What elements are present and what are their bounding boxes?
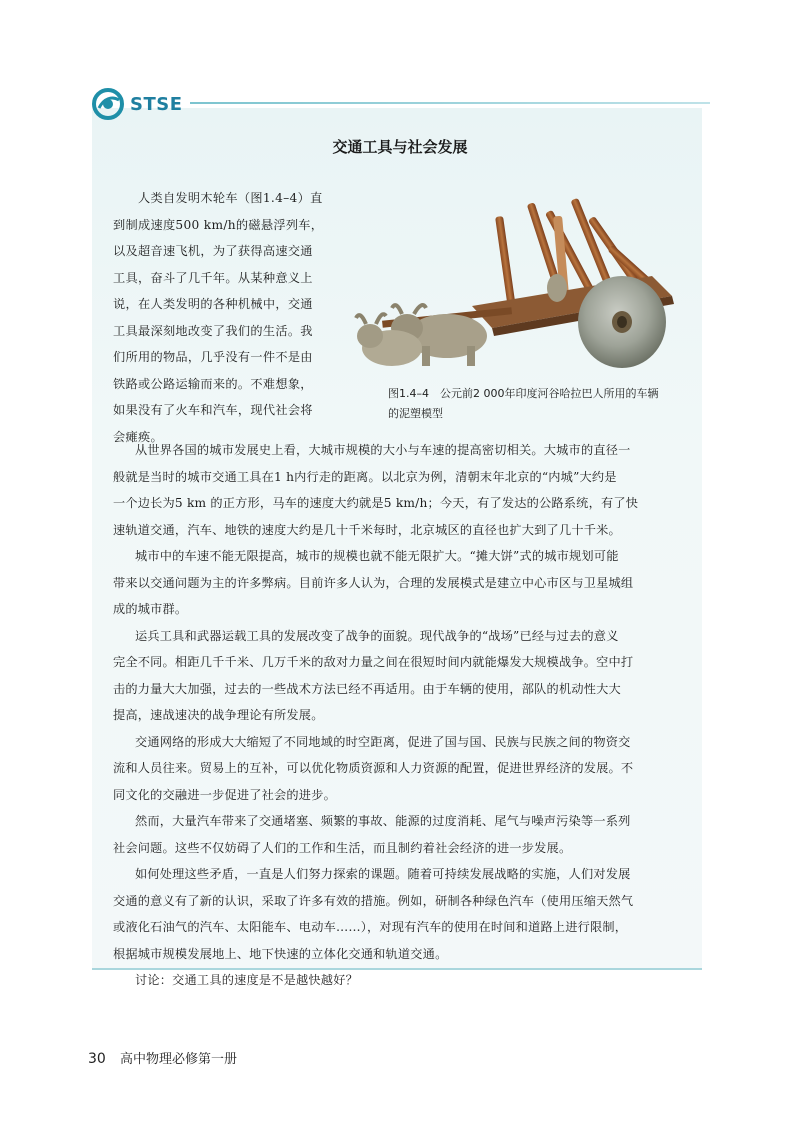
intro-line: 会瘫痪。 <box>113 429 163 444</box>
body-line: 击的力量大大加强，过去的一些战术方法已经不再适用。由于车辆的使用，部队的机动性大大 <box>113 681 621 696</box>
page-number: 30 <box>88 1051 106 1067</box>
intro-line: 工具，奋斗了几千年。从某种意义上 <box>113 270 313 285</box>
body-line: 社会问题。这些不仅妨碍了人们的工作和生活，而且制约着社会经济的进一步发展。 <box>113 840 572 855</box>
body-line: 般就是当时的城市交通工具在1 h内行走的距离。以北京为例，清朝末年北京的“内城”大约是 <box>113 469 617 484</box>
body-line: 完全不同。相距几千千米、几万千米的敌对力量之间在很短时间内就能爆发大规模战争。空中打 <box>113 655 634 669</box>
intro-line: 到制成速度500 km/h的磁悬浮列车， <box>113 217 324 232</box>
intro-line: 人类自发明木轮车（图1.4–4）直 <box>113 191 323 205</box>
body-line: 然而，大量汽车带来了交通堵塞、频繁的事故、能源的过度消耗、尾气与噪声污染等一系列 <box>135 814 631 828</box>
figure-caption <box>388 384 698 424</box>
body-line: 成的城市群。 <box>113 602 188 616</box>
body-line: 提高，速战速决的战争理论有所发展。 <box>113 708 324 722</box>
section-header <box>92 88 708 124</box>
body-line: 流和人员往来。贸易上的互补，可以优化物质资源和人力资源的配置，促进世界经济的发展。不 <box>113 761 634 775</box>
body-line: 如何处理这些矛盾，一直是人们努力探索的课题。随着可持续发展战略的实施，人们对发展 <box>135 867 631 881</box>
body-line: 交通网络的形成大大缩短了不同地域的时空距离，促进了国与国、民族与民族之间的物资交 <box>135 734 631 749</box>
intro-line: 铁路或公路运输而来的。不难想象， <box>113 376 313 391</box>
body-line: 讨论：交通工具的速度是不是越快越好？ <box>135 973 358 987</box>
body-line: 运兵工具和武器运载工具的发展改变了战争的面貌。现代战争的“战场”已经与过去的意义 <box>135 628 619 643</box>
body-line: 从世界各国的城市发展史上看，大城市规模的大小与车速的提高密切相关。大城市的直径一 <box>135 443 631 457</box>
intro-line: 说，在人类发明的各种机械中，交通 <box>113 297 313 311</box>
body-line: 根据城市规模发展地上、地下快速的立体化交通和轨道交通。 <box>113 946 448 961</box>
stse-label: STSE <box>130 94 183 115</box>
body-line: 城市中的车速不能无限提高，城市的规模也就不能无限扩大。“摊大饼”式的城市规划可能 <box>135 549 619 563</box>
body-line: 速轨道交通，汽车、地铁的速度大约是几十千米每时，北京城区的直径也扩大到了几十千米。 <box>113 522 621 537</box>
article-body <box>113 437 699 994</box>
body-line: 或液化石油气的汽车、太阳能车、电动车……），对现有汽车的使用在时间和道路上进行限制， <box>113 920 628 934</box>
intro-line: 如果没有了火车和汽车，现代社会将 <box>113 403 313 417</box>
body-line: 同文化的交融进一步促进了社会的进步。 <box>113 787 336 802</box>
header-rule <box>190 102 710 104</box>
intro-paragraph <box>113 185 345 450</box>
page-footer <box>88 1048 237 1067</box>
book-title: 高中物理必修第一册 <box>119 1052 237 1067</box>
body-line: 带来以交通问题为主的许多弊病。目前许多人认为，合理的发展模式是建立中心市区与卫星城组 <box>113 575 634 590</box>
body-line: 交通的意义有了新的认识，采取了许多有效的措施。例如，研制各种绿色汽车（使用压缩天然气 <box>113 893 634 908</box>
body-line: 一个边长为5 km 的正方形，马车的速度大约就是5 km/h；今天，有了发达的公路系统，有了快 <box>113 496 639 510</box>
clay-cart-model-photo <box>352 196 692 372</box>
stse-logo-icon <box>92 88 124 120</box>
intro-line: 们所用的物品，几乎没有一件不是由 <box>113 350 313 364</box>
article-title: 交通工具与社会发展 <box>332 138 468 156</box>
caption-line: 图1.4–4 公元前2 000年印度河谷哈拉巴人所用的车辆 <box>388 387 659 400</box>
caption-line: 的泥塑模型 <box>388 407 443 420</box>
intro-line: 工具最深刻地改变了我们的生活。我 <box>113 323 313 338</box>
intro-line: 以及超音速飞机，为了获得高速交通 <box>113 244 313 258</box>
